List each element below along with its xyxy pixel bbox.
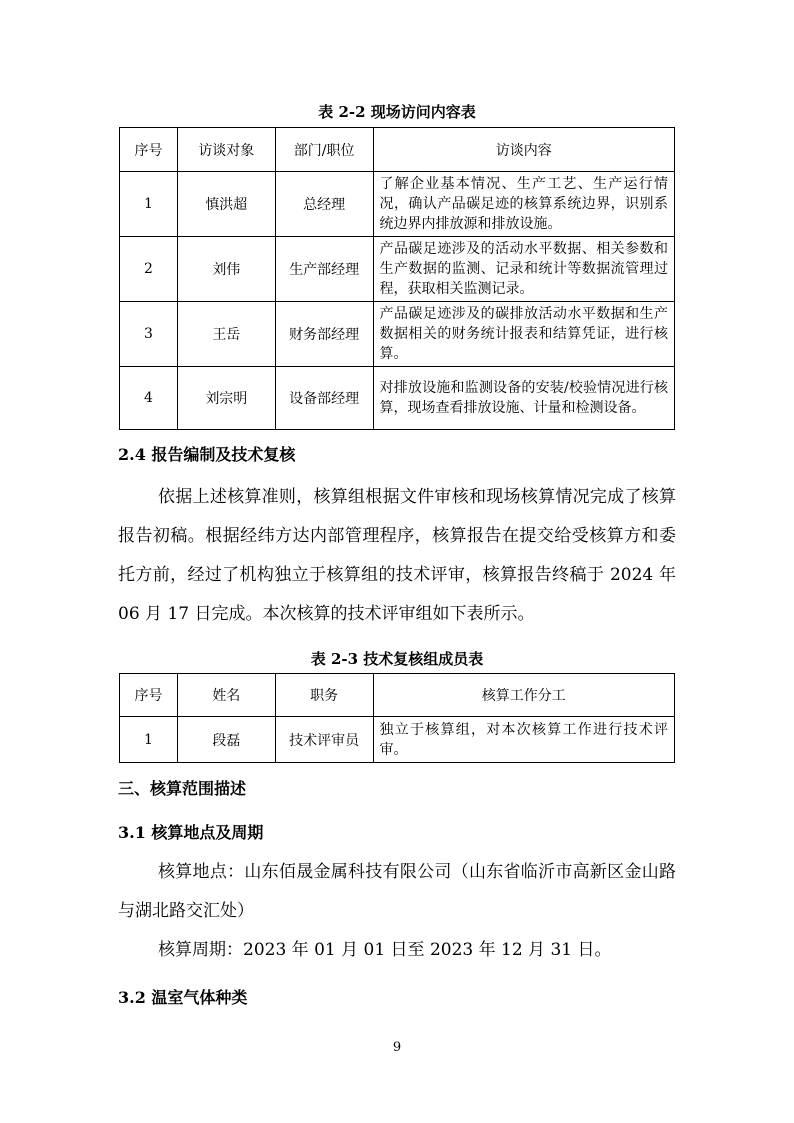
row-content: 产品碳足迹涉及的碳排放活动水平数据和生产数据相关的财务统计报表和结算凭证，进行核算。 [373, 302, 674, 367]
row-no: 4 [120, 367, 178, 430]
row-no: 3 [120, 302, 178, 367]
section-3-heading: 三、核算范围描述 [118, 779, 247, 798]
row-role: 总经理 [275, 172, 373, 237]
table-header-row [120, 674, 675, 717]
row-content: 了解企业基本情况、生产工艺、生产运行情况，确认产品碳足迹的核算系统边界，识别系统边界内排放源和排放设施。 [373, 172, 674, 237]
table-2-3-caption: 表 2-3 技术复核组成员表 [310, 650, 484, 668]
header-position: 职务 [275, 674, 373, 717]
row-name: 段磊 [177, 717, 275, 763]
header-content: 访谈内容 [373, 128, 674, 172]
row-role: 设备部经理 [275, 367, 373, 430]
row-content: 产品碳足迹涉及的活动水平数据、相关参数和生产数据的监测、记录和统计等数据流管理过程，获取相关监测记录。 [373, 237, 674, 302]
header-division: 核算工作分工 [373, 674, 674, 717]
table-row [120, 237, 675, 302]
header-department: 部门/职位 [275, 128, 373, 172]
row-no: 1 [120, 172, 178, 237]
table-row [120, 367, 675, 430]
section-3-1-heading: 3.1 核算地点及周期 [118, 823, 264, 842]
review-team-table [119, 673, 675, 763]
page-number: 9 [392, 1040, 402, 1055]
table-row [120, 302, 675, 367]
row-no: 1 [120, 717, 178, 763]
row-role: 生产部经理 [275, 237, 373, 302]
table-header-row [120, 128, 675, 172]
table-row [120, 717, 675, 763]
row-name: 王岳 [177, 302, 275, 367]
row-content: 对排放设施和监测设备的安装/校验情况进行核算，现场查看排放设施、计量和检测设备。 [373, 367, 674, 430]
row-name: 慎洪超 [177, 172, 275, 237]
section-3-2-heading: 3.2 温室气体种类 [118, 988, 248, 1007]
section-2-4-heading: 2.4 报告编制及技术复核 [118, 445, 296, 464]
period-paragraph: 核算周期：2023 年 01 月 01 日至 2023 年 12 月 31 日。 [158, 940, 612, 960]
table-row [120, 172, 675, 237]
row-name: 刘伟 [177, 237, 275, 302]
header-interviewee: 访谈对象 [177, 128, 275, 172]
row-name: 刘宗明 [177, 367, 275, 430]
interview-table [119, 127, 675, 430]
table-2-2-caption: 表 2-2 现场访问内容表 [318, 103, 476, 121]
row-content: 独立于核算组，对本次核算工作进行技术评审。 [373, 717, 674, 763]
header-no: 序号 [120, 128, 178, 172]
header-name: 姓名 [177, 674, 275, 717]
row-no: 2 [120, 237, 178, 302]
row-role: 技术评审员 [275, 717, 373, 763]
row-role: 财务部经理 [275, 302, 373, 367]
location-paragraph: 核算地点：山东佰晟金属科技有限公司（山东省临沂市高新区金山路与湖北路交汇处） [118, 862, 676, 921]
header-no: 序号 [120, 674, 178, 717]
section-2-4-paragraph: 依据上述核算准则，核算组根据文件审核和现场核算情况完成了核算报告初稿。根据经纬方达内部管理程序，核算报告在提交给受核算方和委托方前，经过了机构独立于核算组的技术评审，核算报告终稿于 2024 年 06 月 17 日完成。本次核算的技术评审组如下表所示。 [118, 487, 676, 624]
